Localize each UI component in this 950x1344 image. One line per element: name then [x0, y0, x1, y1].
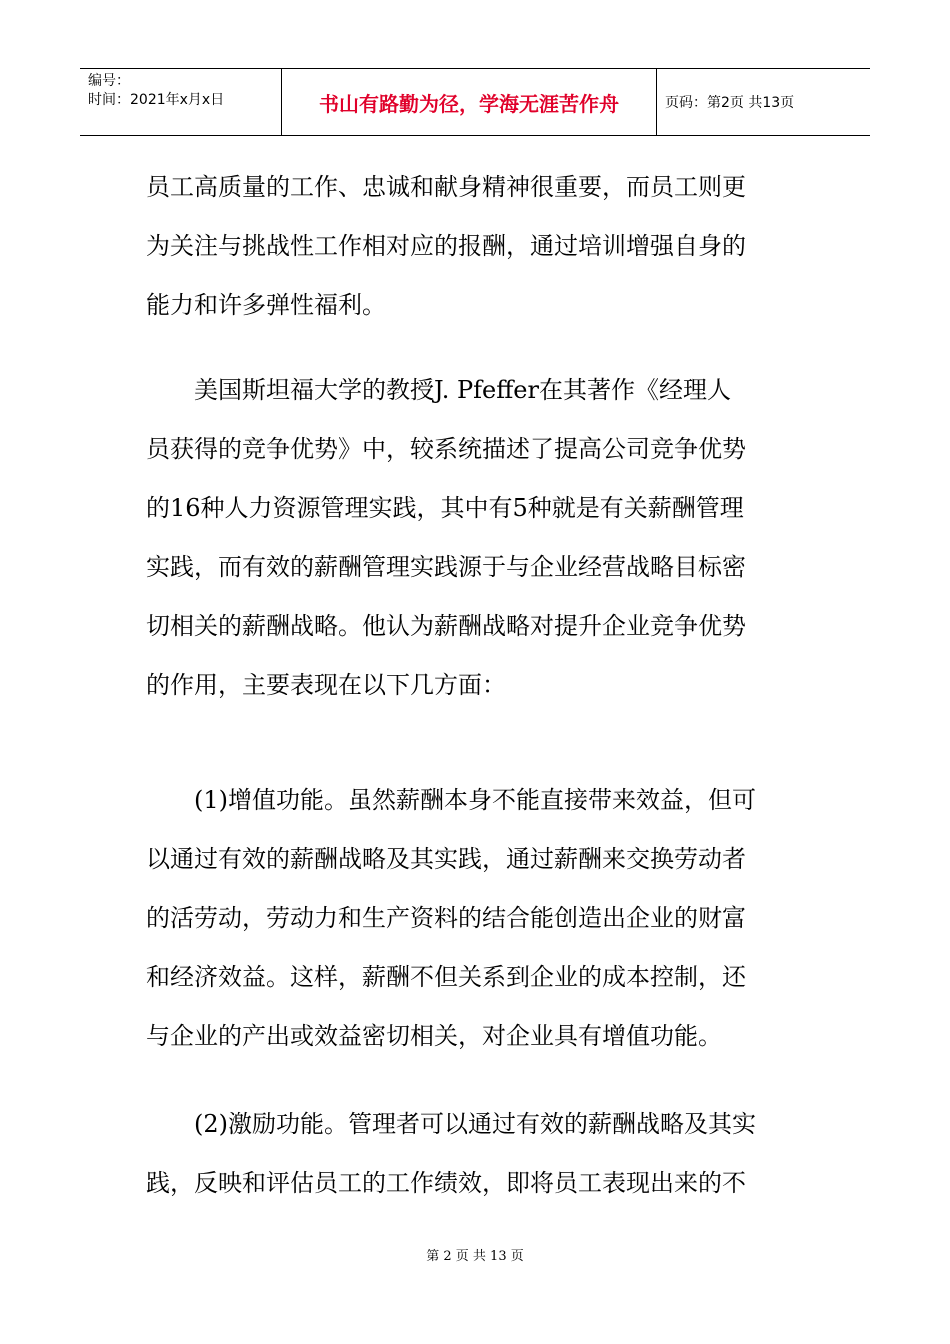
text-line: (2)激励功能。管理者可以通过有效的薪酬战略及其实	[146, 1110, 756, 1138]
paragraph-4	[146, 1095, 806, 1213]
text-line: 践，反映和评估员工的工作绩效，即将员工表现出来的不	[146, 1169, 746, 1197]
text-line: 员获得的竞争优势》中，较系统描述了提高公司竞争优势	[146, 435, 746, 463]
paragraph-1	[146, 158, 806, 335]
text-line: 的作用，主要表现在以下几方面：	[146, 671, 506, 699]
paragraph-3	[146, 771, 806, 1066]
text-line: 能力和许多弹性福利。	[146, 291, 386, 319]
text-line: 美国斯坦福大学的教授J. Pfeffer在其著作《经理人	[146, 376, 731, 404]
text-line: 员工高质量的工作、忠诚和献身精神很重要，而员工则更	[146, 173, 746, 201]
page-footer: 第 2 页 共 13 页	[426, 1249, 524, 1264]
text-line: 的活劳动，劳动力和生产资料的结合能创造出企业的财富	[146, 904, 746, 932]
text-line: 以通过有效的薪酬战略及其实践，通过薪酬来交换劳动者	[146, 845, 746, 873]
text-line: 切相关的薪酬战略。他认为薪酬战略对提升企业竞争优势	[146, 612, 746, 640]
header-page-label: 页码：第2页 共13页	[665, 95, 795, 111]
text-line: 实践，而有效的薪酬管理实践源于与企业经营战略目标密	[146, 553, 746, 581]
text-line: 的16种人力资源管理实践，其中有5种就是有关薪酬管理	[146, 494, 744, 522]
header-motto: 书山有路勤为径，学海无涯苦作舟	[282, 69, 657, 135]
header-info-cell	[80, 69, 282, 135]
text-line: (1)增值功能。虽然薪酬本身不能直接带来效益，但可	[146, 786, 756, 814]
text-line: 与企业的产出或效益密切相关，对企业具有增值功能。	[146, 1022, 722, 1050]
text-line: 和经济效益。这样，薪酬不但关系到企业的成本控制，还	[146, 963, 746, 991]
document-number-label: 编号：	[88, 73, 130, 89]
page-header	[80, 68, 870, 136]
text-line: 为关注与挑战性工作相对应的报酬，通过培训增强自身的	[146, 232, 746, 260]
document-time-label: 时间：2021年x月x日	[88, 92, 225, 108]
paragraph-2	[146, 361, 806, 715]
